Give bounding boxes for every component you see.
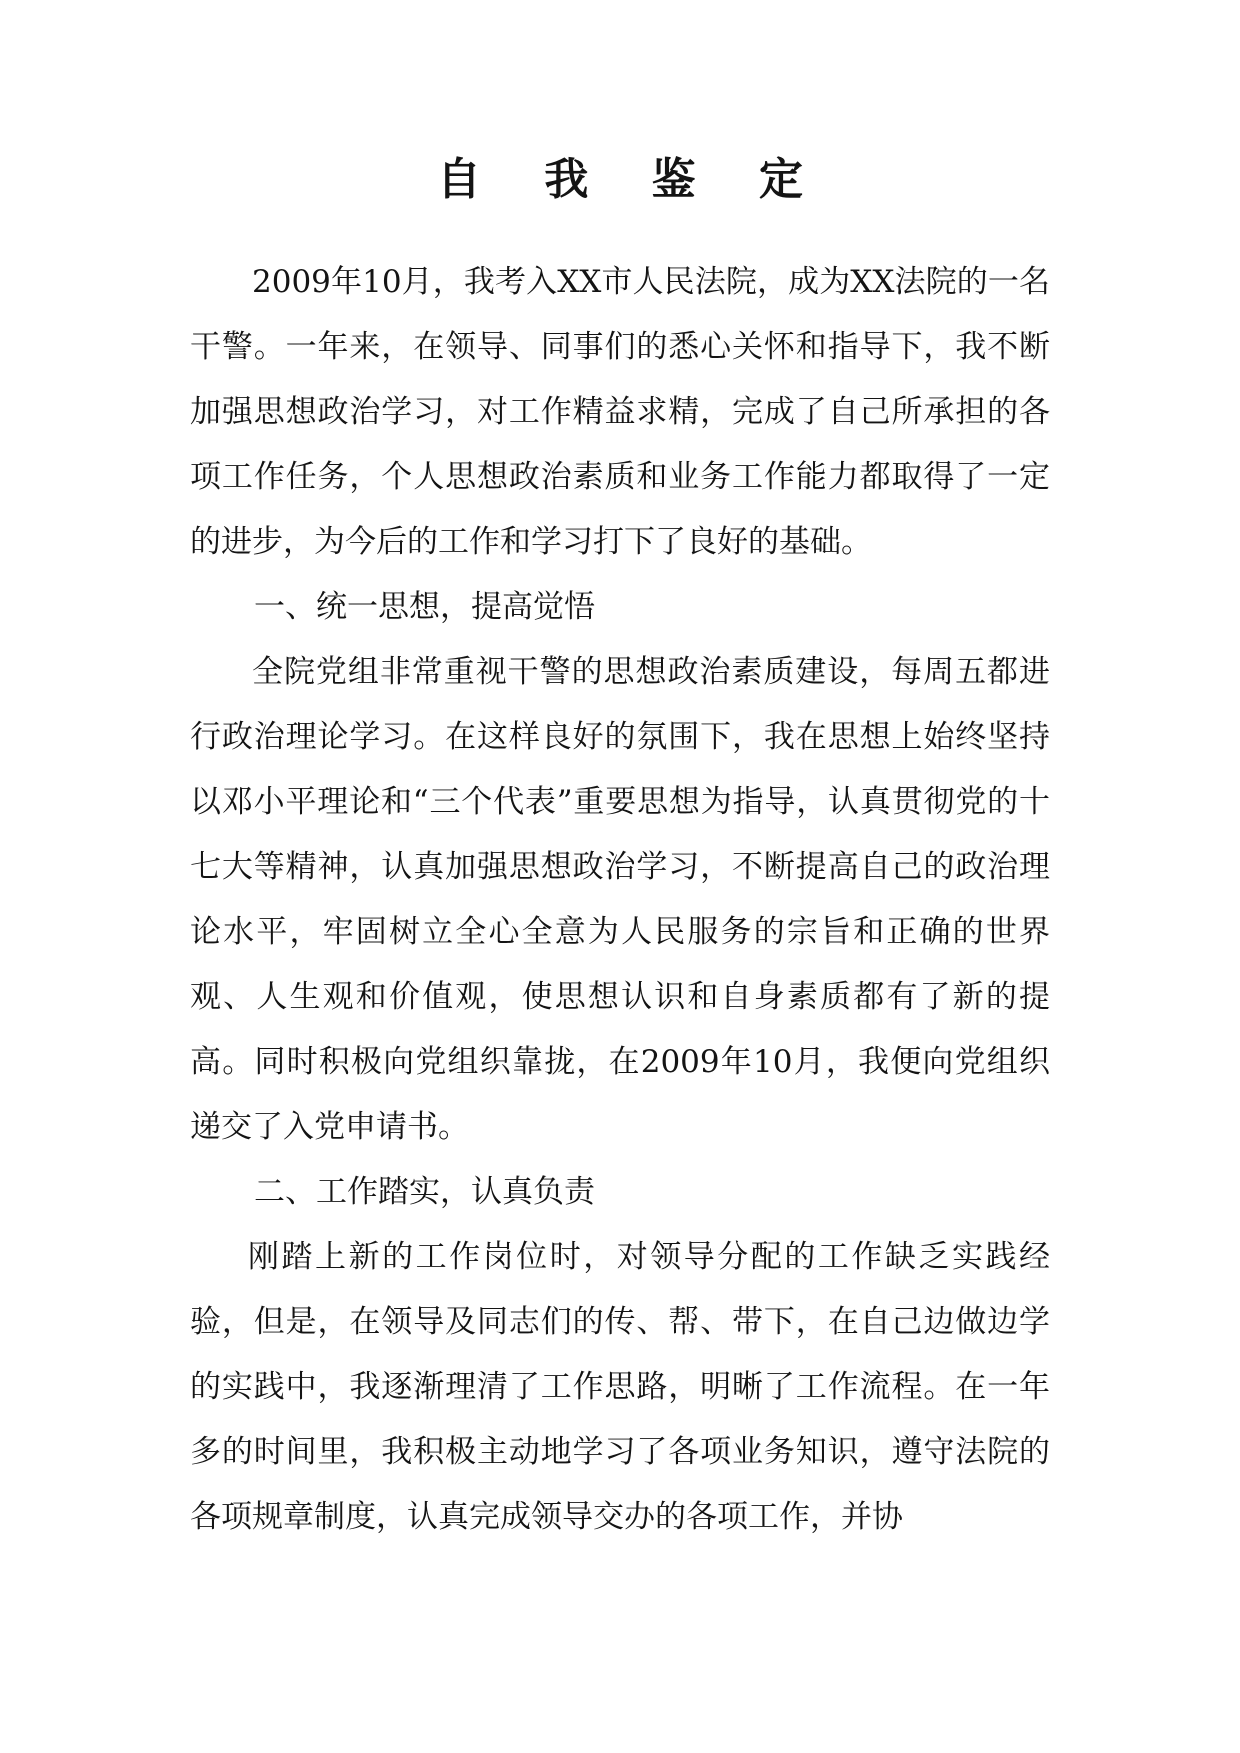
section-heading-2: 二、工作踏实，认真负责 (254, 1174, 595, 1210)
section-heading-1: 一、统一思想，提高觉悟 (254, 589, 595, 625)
document-title: 自 我 鉴 定 (437, 154, 827, 205)
section-body-2: 刚踏上新的工作岗位时，对领导分配的工作缺乏实践经验，但是，在领导及同志们的传、帮、带下，在自己边做边学的实践中，我逐渐理清了工作思路，明晰了工作流程。在一年多的时间里，我积极主动地学习了各项业务知识，遵守法院的各项规章制度，认真完成领导交办的各项工作，并协 (190, 1239, 1050, 1535)
document-body (190, 250, 1050, 1550)
section-body-1: 全院党组非常重视干警的思想政治素质建设，每周五都进行政治理论学习。在这样良好的氛围下，我在思想上始终坚持以邓小平理论和“三个代表”重要思想为指导，认真贯彻党的十七大等精神，认真加强思想政治学习，不断提高自己的政治理论水平，牢固树立全心全意为人民服务的宗旨和正确的世界观、人生观和价值观，使思想认识和自身素质都有了新的提高。同时积极向党组织靠拢，在2009年10月，我便向党组织递交了入党申请书。 (190, 654, 1050, 1145)
intro-paragraph: 2009年10月，我考入XX市人民法院，成为XX法院的一名干警。一年来，在领导、同事们的悉心关怀和指导下，我不断加强思想政治学习，对工作精益求精，完成了自己所承担的各项工作任务，个人思想政治素质和业务工作能力都取得了一定的进步，为今后的工作和学习打下了良好的基础。 (190, 264, 1050, 560)
